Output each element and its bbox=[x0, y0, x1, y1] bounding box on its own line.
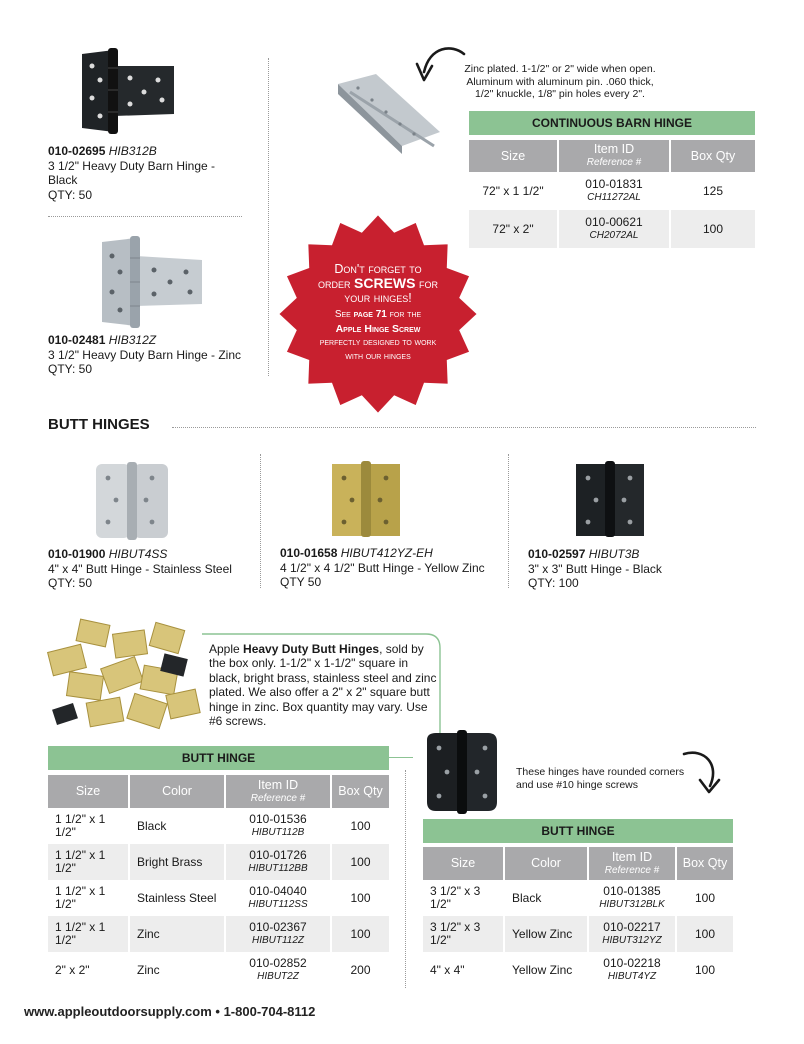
badge-text bbox=[296, 262, 460, 364]
item-id: 010-02695 bbox=[48, 144, 106, 158]
section-heading: BUTT HINGES bbox=[48, 416, 150, 433]
description: 4 1/2" x 4 1/2" Butt Hinge - Yellow Zinc bbox=[280, 560, 485, 575]
black-butt-hinge-image bbox=[574, 460, 646, 538]
description: 4" x 4" Butt Hinge - Stainless Steel bbox=[48, 561, 232, 576]
header-qty: Box Qty bbox=[671, 140, 755, 172]
product-line-name: Heavy Duty Butt Hinges bbox=[243, 642, 380, 656]
table-body bbox=[423, 880, 733, 988]
color: Black bbox=[505, 880, 589, 916]
quantity: QTY 50 bbox=[280, 575, 322, 589]
size: 1 1/2" x 1 1/2" bbox=[48, 844, 130, 880]
color: Yellow Zinc bbox=[505, 916, 589, 952]
badge-line: perfectly designed to work bbox=[319, 337, 437, 348]
continuous-hinge-table bbox=[469, 140, 755, 248]
footer bbox=[24, 1004, 315, 1019]
zinc-barn-hinge-image bbox=[98, 234, 208, 330]
table-header bbox=[48, 775, 389, 808]
badge-line: order SCREWS for bbox=[318, 275, 438, 291]
item-id: 010-01900 bbox=[48, 547, 106, 561]
item-id: 010-02217 HIBUT312YZ bbox=[589, 916, 677, 952]
vertical-divider bbox=[268, 58, 269, 376]
item-id: 010-00621 CH2072AL bbox=[559, 210, 671, 248]
color: Black bbox=[130, 808, 226, 844]
box-qty: 100 bbox=[350, 890, 371, 905]
item-id: 010-01385 HIBUT312BLK bbox=[589, 880, 677, 916]
note-line: 1/2" knuckle, 1/8" pin holes every 2". bbox=[475, 88, 645, 100]
phone-number[interactable]: 1-800-704-8112 bbox=[223, 1004, 316, 1019]
table-row bbox=[469, 172, 755, 210]
quantity: QTY: 50 bbox=[48, 362, 93, 376]
reference: HIBUT3B bbox=[588, 547, 640, 561]
small-brass-hinges-pile-image bbox=[44, 612, 204, 740]
item-id: 010-02852 HIBUT2Z bbox=[226, 952, 332, 988]
header-color: Color bbox=[130, 775, 226, 808]
note-line: and use #10 hinge screws bbox=[516, 779, 638, 791]
curved-arrow-down-icon bbox=[678, 746, 726, 798]
reference: HIBUT4SS bbox=[108, 547, 168, 561]
item-id: 010-01726 HIBUT112BB bbox=[226, 844, 332, 880]
box-qty: 100 bbox=[677, 916, 733, 952]
header-item: Item ID Reference # bbox=[559, 140, 671, 172]
header-qty: Box Qty bbox=[677, 847, 733, 880]
vertical-divider bbox=[260, 454, 261, 588]
item-id: 010-04040 HIBUT112SS bbox=[226, 880, 332, 916]
size: 4" x 4" bbox=[423, 952, 505, 988]
divider bbox=[48, 216, 242, 217]
separator: • bbox=[211, 1004, 224, 1019]
box-qty: 100 bbox=[332, 916, 389, 952]
table-row bbox=[48, 808, 389, 844]
table-row bbox=[423, 880, 733, 916]
description: 3 1/2" Heavy Duty Barn Hinge - Zinc bbox=[48, 347, 242, 362]
product-010-02597 bbox=[528, 547, 748, 591]
description-cont: Black bbox=[48, 173, 78, 187]
heavy-duty-description: Apple Heavy Duty Butt Hinges, sold by the box only. 1-1/2" x 1-1/2" square in black, bright brass, stainless steel and zinc plated. We also offer a 2" x 2" square butt hinge in zinc. Box quantity may vary. Use #6 screws. bbox=[209, 642, 437, 729]
item-id: 010-02218 HIBUT4YZ bbox=[589, 952, 677, 988]
box-qty: 200 bbox=[350, 962, 371, 977]
reference: HIB312Z bbox=[108, 333, 157, 347]
size: 1 1/2" x 1 1/2" bbox=[48, 880, 130, 916]
product-010-01900 bbox=[48, 547, 258, 591]
item-id: 010-02367 HIBUT112Z bbox=[226, 916, 332, 952]
black-barn-hinge-image bbox=[78, 46, 178, 136]
size: 72" x 2" bbox=[469, 210, 559, 248]
heading-rule bbox=[172, 427, 756, 428]
box-qty: 100 bbox=[694, 890, 716, 905]
badge-line: Apple Hinge Screw bbox=[335, 323, 421, 335]
note-line: These hinges have rounded corners bbox=[516, 766, 685, 778]
quantity: QTY: 50 bbox=[48, 187, 93, 202]
box-qty: 100 bbox=[671, 210, 755, 248]
size: 72" x 1 1/2" bbox=[469, 172, 559, 210]
table-body bbox=[48, 808, 389, 988]
butt-hinge-left-table bbox=[48, 775, 389, 988]
table-row bbox=[48, 916, 389, 952]
badge-line: with our hinges bbox=[345, 351, 411, 362]
header-size: Size bbox=[423, 847, 505, 880]
stainless-butt-hinge-image bbox=[94, 460, 172, 540]
badge-line: Don't forget to bbox=[334, 262, 422, 276]
vertical-divider bbox=[405, 770, 406, 988]
table-row bbox=[48, 952, 389, 988]
header-size: Size bbox=[48, 775, 130, 808]
table-row bbox=[423, 952, 733, 988]
size: 1 1/2" x 1 1/2" bbox=[48, 916, 130, 952]
badge-line: See page 71 for the bbox=[334, 309, 422, 320]
size: 3 1/2" x 3 1/2" bbox=[423, 916, 505, 952]
box-qty: 100 bbox=[694, 962, 716, 977]
item-id: 010-02481 bbox=[48, 333, 106, 347]
title-connector bbox=[389, 757, 413, 758]
butt-hinge-right-title: BUTT HINGE bbox=[423, 819, 733, 843]
color: Zinc bbox=[130, 952, 226, 988]
table-header bbox=[469, 140, 755, 172]
website-link[interactable]: www.appleoutdoorsupply.com bbox=[24, 1004, 212, 1019]
description: 3 1/2" Heavy Duty Barn Hinge - bbox=[48, 158, 216, 173]
continuous-table-title: CONTINUOUS BARN HINGE bbox=[469, 111, 755, 135]
header-size: Size bbox=[469, 140, 559, 172]
item-id: 010-01658 bbox=[280, 546, 338, 560]
vertical-divider bbox=[508, 454, 509, 588]
description: 3" x 3" Butt Hinge - Black bbox=[528, 561, 662, 576]
color: Bright Brass bbox=[130, 844, 226, 880]
item-id: 010-02597 bbox=[528, 547, 586, 561]
quantity: QTY: 100 bbox=[528, 576, 579, 590]
black-rounded-butt-hinge-image bbox=[424, 730, 500, 814]
color: Zinc bbox=[130, 916, 226, 952]
quantity: QTY: 50 bbox=[48, 576, 93, 590]
product-010-01658 bbox=[280, 546, 502, 590]
size: 1 1/2" x 1 1/2" bbox=[48, 808, 130, 844]
yellow-zinc-butt-hinge-image bbox=[330, 460, 404, 538]
header-item: Item ID Reference # bbox=[226, 775, 332, 808]
header-color: Color bbox=[505, 847, 589, 880]
table-header bbox=[423, 847, 733, 880]
color: Yellow Zinc bbox=[505, 952, 589, 988]
product-010-02481 bbox=[48, 333, 268, 377]
butt-hinge-left-title: BUTT HINGE bbox=[48, 746, 389, 770]
item-id: 010-01536 HIBUT112B bbox=[226, 808, 332, 844]
note-line: Aluminum with aluminum pin. .060 thick, bbox=[466, 75, 654, 88]
size: 3 1/2" x 3 1/2" bbox=[423, 880, 505, 916]
table-row bbox=[469, 210, 755, 248]
size: 2" x 2" bbox=[48, 952, 130, 988]
box-qty: 125 bbox=[702, 183, 724, 198]
butt-hinge-right-table bbox=[423, 847, 733, 988]
color: Stainless Steel bbox=[130, 880, 226, 916]
table-row bbox=[48, 880, 389, 916]
table-row bbox=[423, 916, 733, 952]
box-qty: 100 bbox=[332, 844, 389, 880]
note-line: Zinc plated. 1-1/2" or 2" wide when open. bbox=[464, 63, 656, 75]
badge-line: your hinges! bbox=[344, 291, 412, 305]
box-qty: 100 bbox=[350, 818, 371, 833]
product-010-02695 bbox=[48, 144, 248, 202]
header-qty: Box Qty bbox=[332, 775, 389, 808]
item-id: 010-01831 CH11272AL bbox=[559, 172, 671, 210]
table-row bbox=[48, 844, 389, 880]
header-item: Item ID Reference # bbox=[589, 847, 677, 880]
reference: HIB312B bbox=[108, 144, 157, 158]
continuous-note bbox=[440, 63, 680, 101]
reference: HIBUT412YZ-EH bbox=[340, 546, 433, 560]
